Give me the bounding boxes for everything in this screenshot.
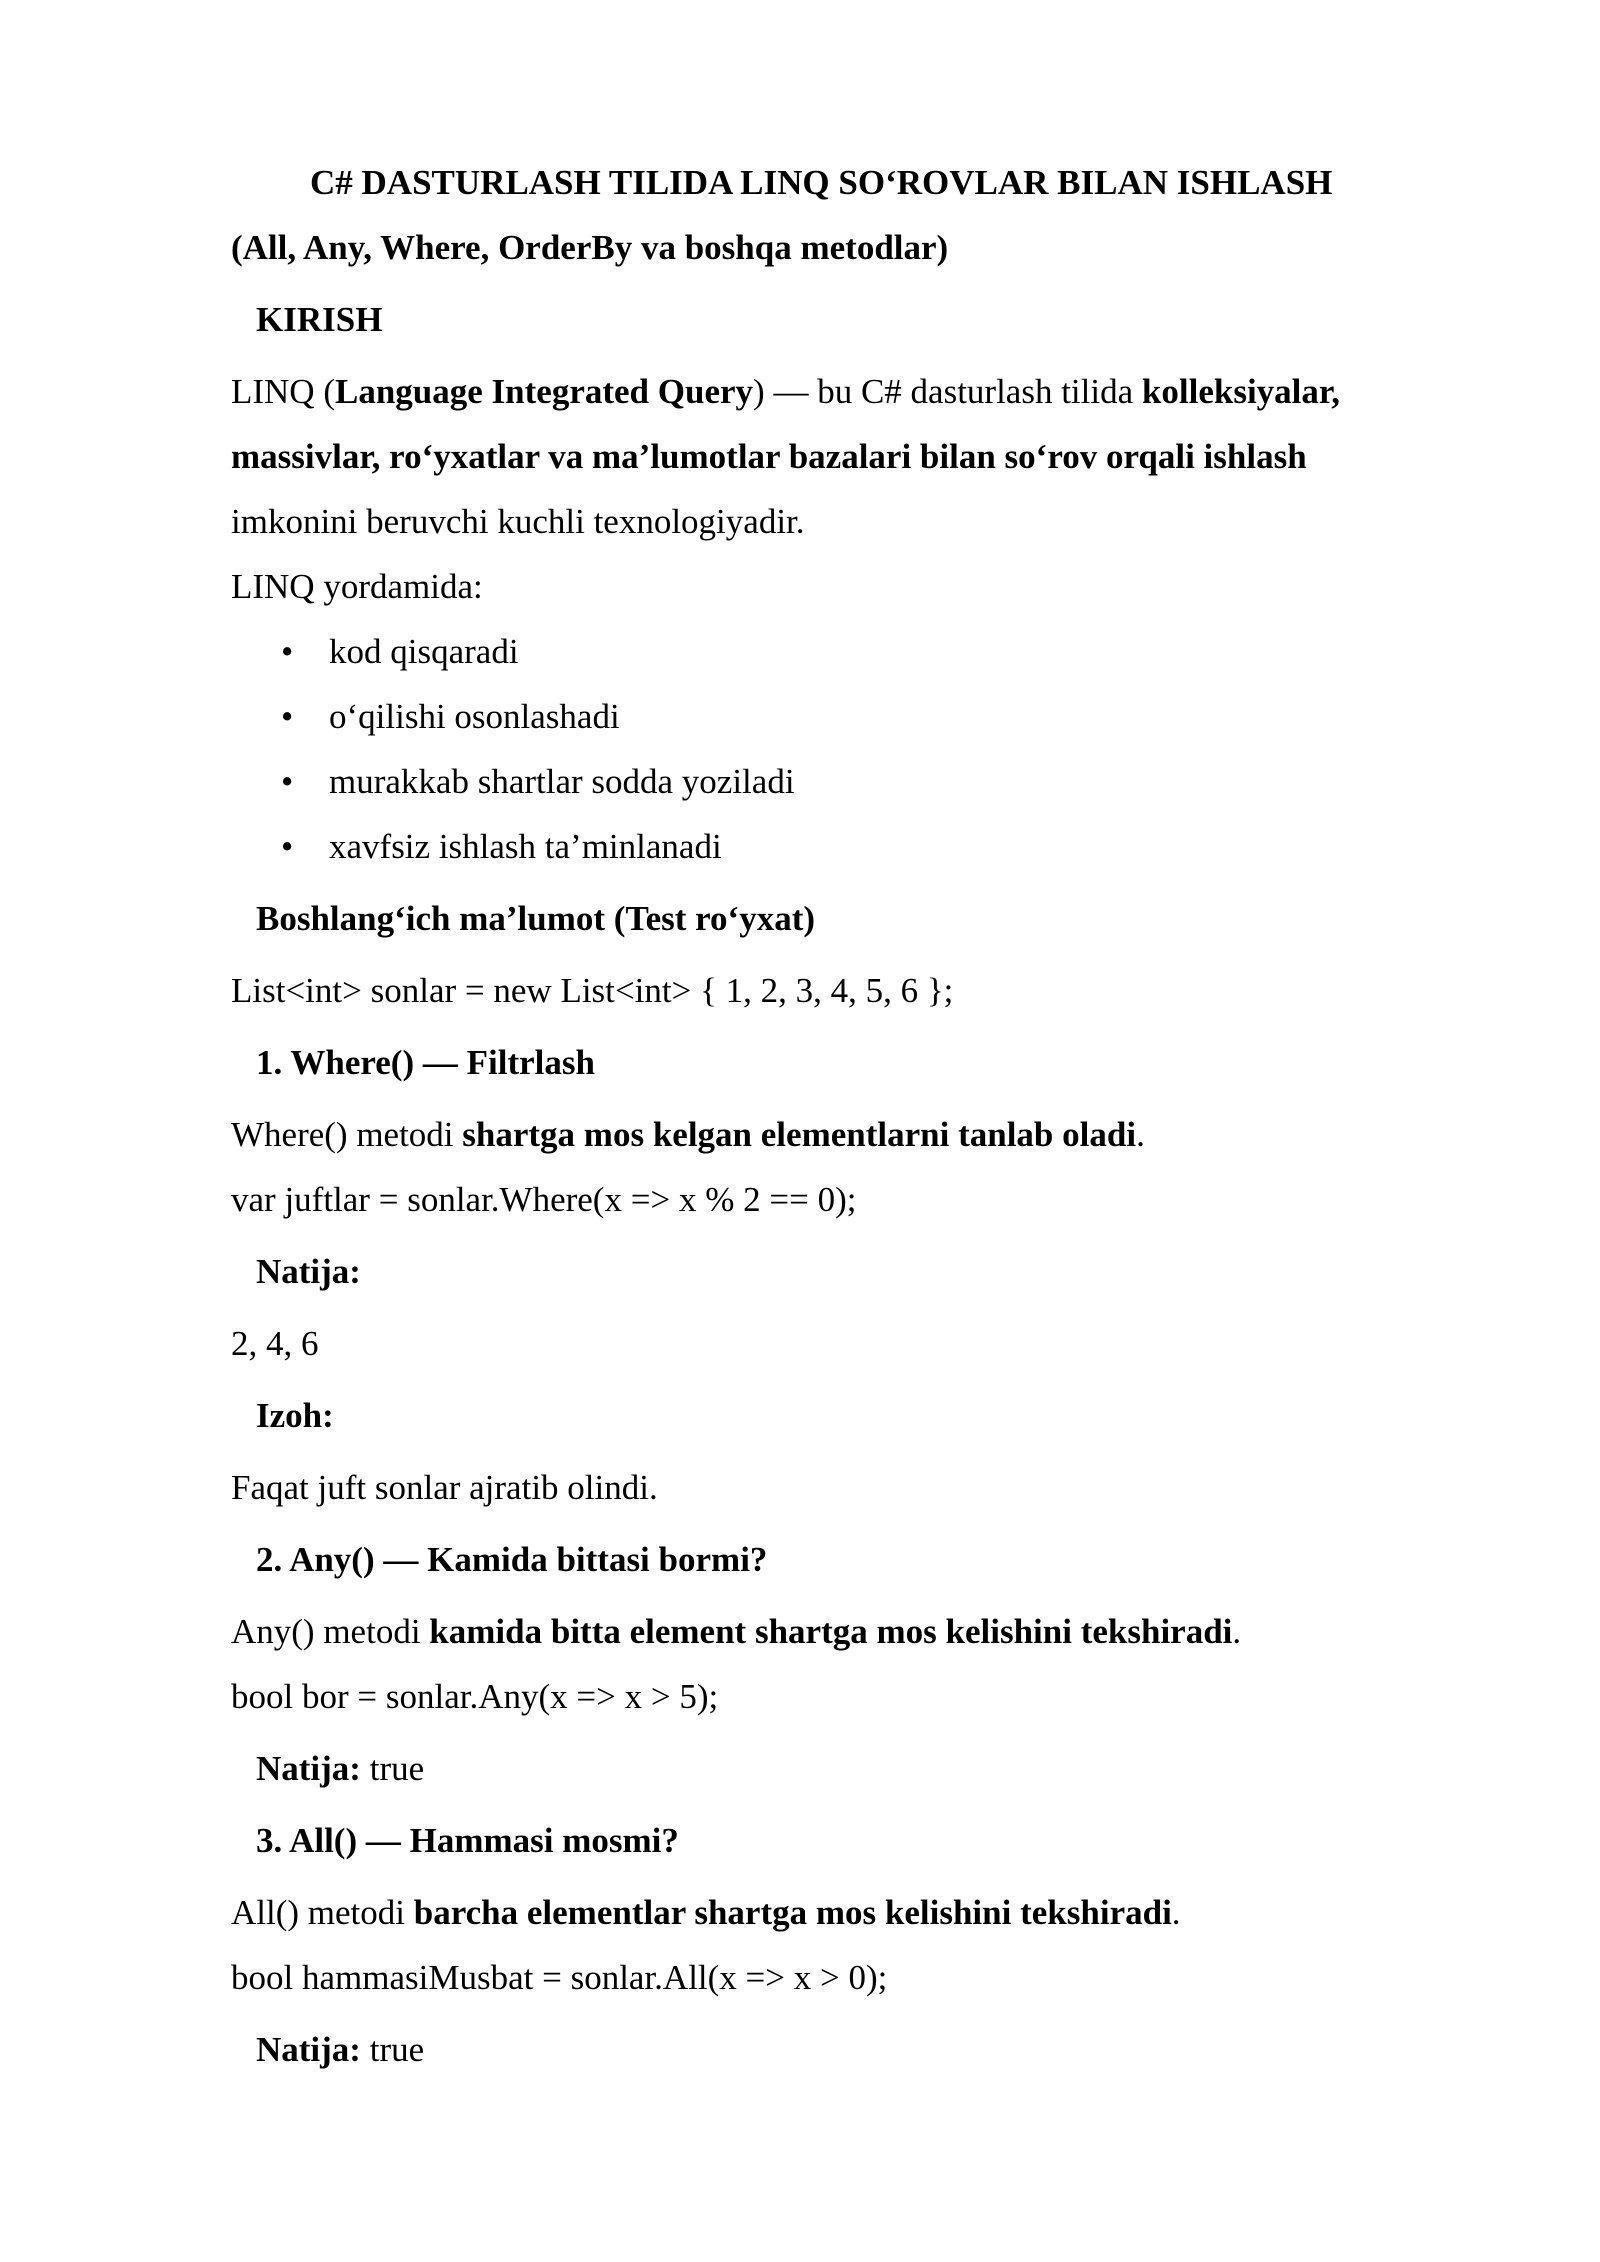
heading-text: 2. Any() — Kamida bittasi bormi? (256, 1540, 768, 1579)
text-run: . (1136, 1115, 1145, 1154)
all-description (231, 1880, 1451, 1945)
text-run: . (1171, 1893, 1181, 1932)
any-description (231, 1599, 1451, 1664)
text-run: LINQ ( (231, 372, 335, 411)
intro-paragraph-line-3: imkonini beruvchi kuchli texnologiyadir. (231, 502, 805, 541)
section-heading-intro (231, 287, 1451, 352)
code-line: var juftlar = sonlar.Where(x => x % 2 == 0); (231, 1180, 857, 1219)
result-line-all (231, 2017, 1451, 2082)
list-item (231, 684, 1451, 749)
result-value: 2, 4, 6 (231, 1324, 319, 1363)
code-line: bool bor = sonlar.Any(x => x > 5); (231, 1677, 719, 1716)
heading-text: Natija: (256, 1252, 361, 1291)
section-heading-all (231, 1808, 1451, 1873)
bullet-icon: • (281, 827, 294, 866)
section-heading-any (231, 1527, 1451, 1592)
bold-run: massivlar, ro‘yxatlar va ma’lumotlar bazalari bilan so‘rov orqali ishlash (231, 437, 1307, 476)
note-value: Faqat juft sonlar ajratib olindi. (231, 1468, 658, 1507)
list-item (231, 814, 1451, 879)
list-item-text: o‘qilishi osonlashadi (329, 697, 620, 736)
text-run: All() metodi (231, 1893, 414, 1932)
section-heading-test-data (231, 886, 1451, 951)
bullet-icon: • (281, 632, 294, 671)
bullet-icon: • (281, 697, 294, 736)
text-run: Where() metodi (231, 1115, 463, 1154)
code-line: bool hammasiMusbat = sonlar.All(x => x > 0); (231, 1958, 888, 1997)
bold-run: kamida bitta element shartga mos kelishini tekshiradi (429, 1612, 1233, 1651)
document-page (231, 150, 1451, 2082)
bold-run: shartga mos kelgan elementlarni tanlab oladi (462, 1115, 1137, 1154)
text-run: Any() metodi (231, 1612, 430, 1651)
intro-paragraph-line-1 (231, 359, 1451, 424)
text-run: ) — bu C# dasturlash tilida (753, 372, 1142, 411)
list-item (231, 749, 1451, 814)
code-line: List<int> sonlar = new List<int> { 1, 2, 3, 4, 5, 6 }; (231, 971, 954, 1010)
document-title: C# DASTURLASH TILIDA LINQ SO‘ROVLAR BILAN ISHLASH (310, 163, 1333, 202)
result-value: true (360, 1749, 425, 1788)
result-line-any (231, 1736, 1451, 1801)
heading-text: Natija: (256, 1749, 361, 1788)
heading-text: Izoh: (256, 1396, 334, 1435)
bold-run: barcha elementlar shartga mos kelishini tekshiradi (413, 1893, 1172, 1932)
intro-paragraph-line-2 (231, 424, 1451, 489)
text-run: . (1232, 1612, 1242, 1651)
heading-text: 1. Where() — Filtrlash (256, 1043, 595, 1082)
bold-run: kolleksiyalar, (1141, 372, 1340, 411)
heading-text: Natija: (256, 2030, 361, 2069)
result-label-where (231, 1239, 1451, 1304)
list-item (231, 619, 1451, 684)
where-description (231, 1102, 1451, 1167)
heading-text: 3. All() — Hammasi mosmi? (256, 1821, 679, 1860)
document-subtitle: (All, Any, Where, OrderBy va boshqa metodlar) (231, 228, 949, 267)
list-item-text: xavfsiz ishlash ta’minlanadi (329, 827, 722, 866)
intro-paragraph-2: LINQ yordamida: (231, 567, 483, 606)
heading-text: KIRISH (256, 300, 383, 339)
heading-text: Boshlang‘ich ma’lumot (Test ro‘yxat) (256, 899, 816, 938)
bullet-icon: • (281, 762, 294, 801)
result-value: true (360, 2030, 425, 2069)
bold-run: Language Integrated Query (335, 372, 754, 411)
section-heading-where (231, 1030, 1451, 1095)
intro-bullet-list (231, 619, 1451, 879)
note-label-where (231, 1383, 1451, 1448)
list-item-text: murakkab shartlar sodda yoziladi (329, 762, 795, 801)
list-item-text: kod qisqaradi (329, 632, 519, 671)
